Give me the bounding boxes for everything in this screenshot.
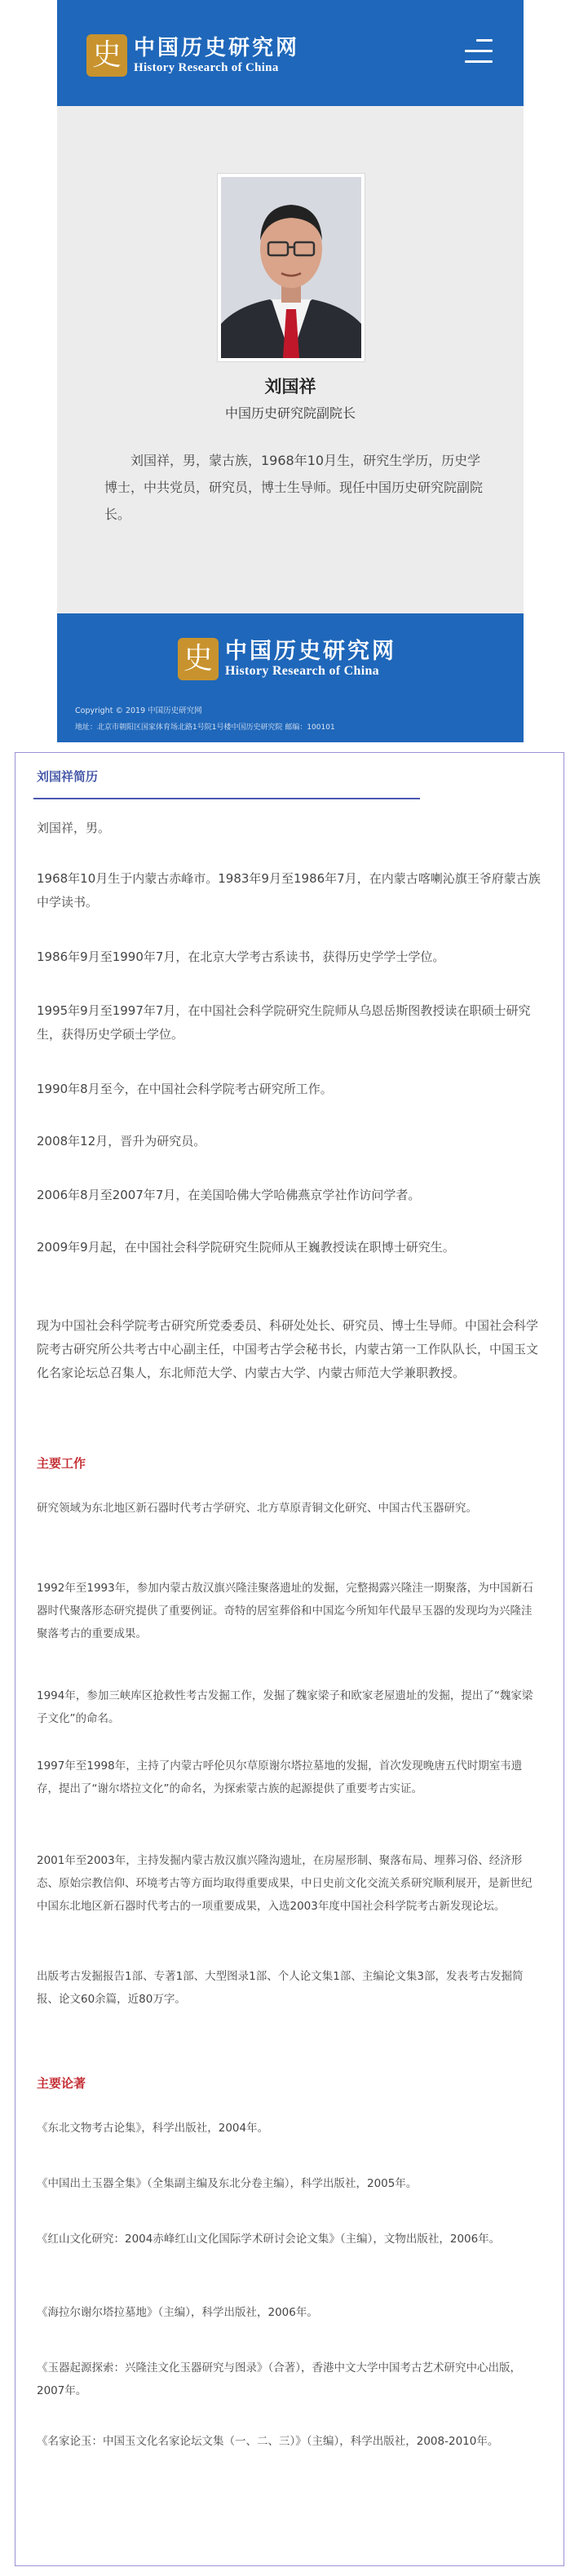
profile-role: 中国历史研究院副院长 bbox=[224, 405, 356, 421]
title-divider bbox=[33, 798, 420, 799]
footer-site-name-en: History Research of China bbox=[225, 664, 379, 678]
footer-logo[interactable] bbox=[178, 638, 396, 680]
work-paragraph: 出版考古发掘报告1部、专著1部、大型图录1部、个人论文集1部、主编论文集3部，发表考古发掘简报、论文60余篇，近80万字。 bbox=[37, 1970, 524, 2006]
site-footer bbox=[57, 613, 524, 742]
resume-paragraph: 2009年9月起，在中国社会科学院研究生院师从王巍教授读在职博士研究生。 bbox=[37, 1240, 455, 1255]
portrait-illustration bbox=[221, 177, 361, 358]
portrait-image bbox=[221, 177, 361, 358]
resume-paragraph: 2008年12月，晋升为研究员。 bbox=[37, 1134, 206, 1149]
footer-logo-text bbox=[225, 640, 396, 679]
footer-logo-seal-icon bbox=[178, 638, 219, 680]
resume-paragraph: 1968年10月生于内蒙古赤峰市。1983年9月至1986年7月，在内蒙古喀喇沁旗王爷府蒙古族中学读书。 bbox=[37, 871, 541, 910]
publication-item: 《东北文物考古论集》，科学出版社，2004年。 bbox=[37, 2122, 269, 2135]
profile-bio: 刘国祥，男，蒙古族，1968年10月生，研究生学历，历史学博士，中共党员，研究员，博士生导师。现任中国历史研究院副院长。 bbox=[104, 453, 484, 522]
site-name-en: History Research of China bbox=[134, 61, 279, 74]
section-heading-publications: 主要论著 bbox=[37, 2076, 86, 2091]
work-paragraph: 1992年至1993年，参加内蒙古敖汉旗兴隆洼聚落遗址的发掘，完整揭露兴隆洼一期聚落，为中国新石器时代聚落形态研究提供了重要例证。奇特的居室葬俗和中国迄今所知年代最早玉器的发现均为兴隆洼聚落考古的重要成果。 bbox=[37, 1582, 533, 1640]
site-header bbox=[57, 0, 524, 106]
site-logo[interactable] bbox=[86, 34, 299, 77]
logo-seal-icon bbox=[86, 34, 127, 77]
work-paragraph: 1997年至1998年，主持了内蒙古呼伦贝尔草原谢尔塔拉墓地的发掘，首次发现晚唐五代时期室韦遗存，提出了“谢尔塔拉文化”的命名，为探索蒙古族的起源提供了重要考古实证。 bbox=[37, 1759, 523, 1795]
mobile-page bbox=[57, 0, 524, 742]
resume-paragraph: 刘国祥，男。 bbox=[37, 821, 111, 835]
resume-paragraph: 1995年9月至1997年7月，在中国社会科学院研究生院师从乌恩岳斯图教授读在职硕士研究生，获得历史学硕士学位。 bbox=[37, 1003, 531, 1042]
publication-item: 《玉器起源探索：兴隆洼文化玉器研究与图录》（合著），香港中文大学中国考古艺术研究中心出版，2007年。 bbox=[37, 2361, 521, 2397]
footer-site-name-cn: 中国历史研究网 bbox=[225, 639, 396, 664]
logo-seal-glyph: 史 bbox=[91, 38, 122, 72]
resume-article bbox=[15, 752, 564, 2566]
resume-paragraph: 现为中国社会科学院考古研究所党委委员、科研处处长、研究员、博士生导师。中国社会科学院考古研究所公共考古中心副主任，中国考古学会秘书长，内蒙古第一工作队队长，中国玉文化名家论坛总召集人，东北师范大学、内蒙古大学、内蒙古师范大学兼职教授。 bbox=[37, 1318, 539, 1380]
footer-address: 地址：北京市朝阳区国家体育场北路1号院1号楼中国历史研究院 邮编：100101 bbox=[75, 724, 335, 732]
publication-item: 《红山文化研究：2004赤峰红山文化国际学术研讨会论文集》（主编），文物出版社，2006年。 bbox=[37, 2233, 501, 2246]
publication-item: 《中国出土玉器全集》（全集副主编及东北分卷主编），科学出版社，2005年。 bbox=[37, 2177, 418, 2190]
work-paragraph: 1994年，参加三峡库区抢救性考古发掘工作，发掘了魏家梁子和欧家老屋遗址的发掘，提出了“魏家梁子文化”的命名。 bbox=[37, 1689, 533, 1725]
site-name-cn: 中国历史研究网 bbox=[134, 36, 300, 60]
article-title: 刘国祥简历 bbox=[37, 769, 99, 784]
footer-logo-glyph: 史 bbox=[183, 642, 213, 675]
resume-paragraph: 2006年8月至2007年7月，在美国哈佛大学哈佛燕京学社作访问学者。 bbox=[37, 1188, 421, 1202]
resume-paragraph: 1990年8月至今，在中国社会科学院考古研究所工作。 bbox=[37, 1082, 333, 1096]
work-paragraph: 2001年至2003年，主持发掘内蒙古敖汉旗兴隆沟遗址，在房屋形制、聚落布局、埋葬习俗、经济形态、原始宗教信仰、环境考古等方面均取得重要成果，中日史前文化交流关系研究顺利展开，是新世纪中国东北地区新石器时代考古的一项重要成果，入选2003年度中国社会科学院考古新发现论坛。 bbox=[37, 1854, 533, 1913]
hamburger-menu-icon[interactable] bbox=[465, 39, 493, 65]
work-paragraph: 研究领域为东北地区新石器时代考古学研究、北方草原青铜文化研究、中国古代玉器研究。 bbox=[37, 1502, 477, 1515]
logo-text bbox=[134, 36, 299, 75]
profile-photo bbox=[217, 173, 365, 362]
publication-item: 《海拉尔谢尔塔拉墓地》（主编），科学出版社，2006年。 bbox=[37, 2306, 318, 2319]
section-heading-work: 主要工作 bbox=[37, 1456, 86, 1471]
footer-copyright: Copyright © 2019 中国历史研究网 bbox=[75, 706, 202, 715]
profile-name: 刘国祥 bbox=[264, 377, 316, 396]
resume-paragraph: 1986年9月至1990年7月，在北京大学考古系读书，获得历史学学士学位。 bbox=[37, 949, 445, 964]
publication-item: 《名家论玉：中国玉文化名家论坛文集（一、二、三）》（主编），科学出版社，2008-2010年。 bbox=[37, 2435, 499, 2448]
